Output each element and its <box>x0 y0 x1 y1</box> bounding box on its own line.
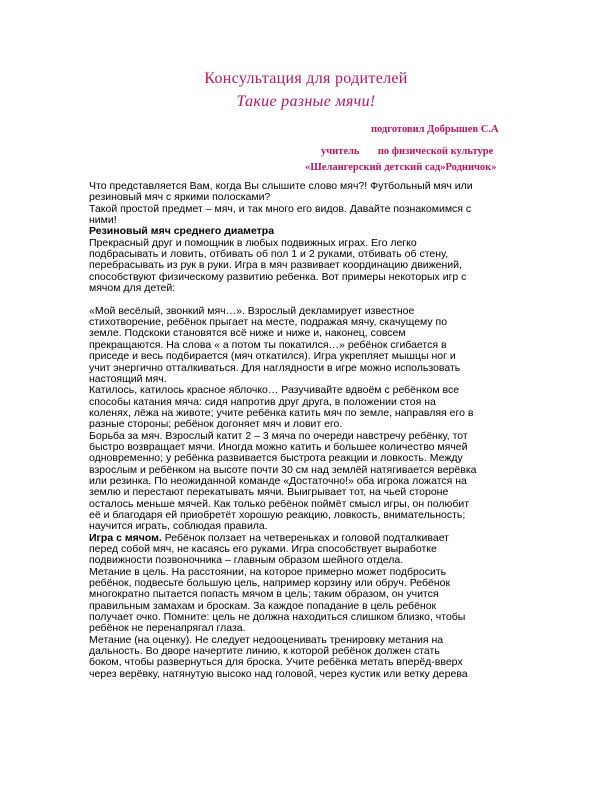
line-text: через верёвку, натянутую высоко над головой, через кустик или ветку дерева <box>89 667 468 680</box>
line-text: Такой простой предмет – мяч, и так много его видов. Давайте познакомимся с <box>89 202 472 215</box>
line-text: учит энергично отталкиваться. Для наглядности в игре можно использовать <box>89 361 461 374</box>
line-text: дальность. Во дворе начертите линию, к которой ребёнок должен стать <box>89 645 440 658</box>
line-text: земле. Подскоки становятся всё ниже и ниже и, наконец, совсем <box>89 327 406 340</box>
line-text: настоящий мяч. <box>89 372 167 385</box>
line-text: прекращаются. На слова « а потом ты покатился…» ребёнок сгибается в <box>89 338 447 351</box>
line-text: способы катания мяча: сидя напротив друг друга, в положении стоя на <box>89 395 436 408</box>
line-text: землю и перестают перекатывать мячи. Выигрывает тот, на чьей стороне <box>89 486 449 499</box>
line-text: боком, чтобы развернуться для броска. Учите ребёнка метать вперёд-вверх <box>89 656 463 669</box>
line-text: Ребёнок ползает на четвереньках и головой подталкивает <box>161 531 449 544</box>
text-line <box>89 204 529 215</box>
line-text: её и благодаря ей приобретёт хорошую реакцию, ловкость, внимательность; <box>89 508 466 521</box>
line-text: получает очко. Помните: цель не должна находиться слишком близко, чтобы <box>89 611 466 624</box>
document-title: Консультация для родителей <box>204 70 408 87</box>
line-text: быстро возвращает мячи. Иногда можно катить и большее количество мячей <box>89 440 468 453</box>
line-text: перед собой мяч, не касаясь его руками. Игра способствует выработке <box>89 543 437 555</box>
line-text: способствуют физическому развитию ребенка. Вот примеры некоторых игр с <box>89 270 467 283</box>
line-text: взрослым и ребёнком на высоте почти 30 см над землёй натягивается верёвка <box>89 463 477 476</box>
line-text: подбрасывать и ловить, отбивать об пол 1 и 2 руками, отбивать об стену, <box>89 248 449 261</box>
line-text: одновременно; у ребёнка развивается быстрота реакции и ловкость. Между <box>89 452 463 465</box>
line-text: Прекрасный друг и помощник в любых подвижных играх. Его легко <box>89 236 417 249</box>
line-text: перебрасывать из рук в руки. Игра в мяч развивает координацию движений, <box>89 259 462 272</box>
author-line: подготовил Добрышев С.А <box>371 124 499 135</box>
line-text: мячом для детей: <box>89 282 176 295</box>
line-text: «Мой весёлый, звонкий мяч…». Взрослый декламирует известное <box>89 304 415 317</box>
bold-text: Игра с мячом. <box>89 531 162 544</box>
line-text: стихотворение, ребёнок прыгает на месте, подражая мячу, скачущему по <box>89 316 448 329</box>
line-text: разные стороны; ребёнок догоняет мяч и ловит его. <box>89 418 343 431</box>
line-text: Метание (на оценку). Не следует недооценивать тренировку метания на <box>89 633 444 646</box>
line-text: Что представляется Вам, когда Вы слышите слово мяч?! Футбольный мяч или <box>89 180 473 192</box>
line-text: Борьба за мяч. Взрослый катит 2 – 3 мяча по очереди навстречу ребёнку, тот <box>89 429 468 442</box>
line-text: Метание в цель. На расстоянии, на которое примерно может подбросить <box>89 565 447 578</box>
line-text: ними! <box>89 214 117 227</box>
body-text <box>89 181 529 680</box>
bold-text: Резиновый мяч среднего диаметра <box>89 225 275 238</box>
line-text: правильным замахам и броскам. За каждое попадание в цель ребёнок <box>89 599 437 612</box>
line-text: резиновый мяч с яркими полосками? <box>89 191 271 204</box>
line-text: подвижности позвоночника – главным образом шейного отдела. <box>89 554 404 567</box>
line-text: или резинка. По неожиданной команде «Достаточно!» оба игрока ложатся на <box>89 474 467 487</box>
line-text: многократно пытается попасть мячом в цель; таким образом, он учится <box>89 588 439 601</box>
position-line: учитель по физической культуре <box>321 146 494 157</box>
line-text: научится играть, соблюдая правила. <box>89 520 268 533</box>
line-text: приседе и весь подбирается (мяч откатился). Игра укрепляет мышцы ног и <box>89 350 456 363</box>
line-text: ребёнок, подвесьте большую цель, например корзину или обруч. Ребёнок <box>89 577 451 590</box>
line-text: коленях, лёжа на животе; учите ребёнка катить мяч по земле, направляя его в <box>89 406 474 419</box>
text-line <box>89 283 529 294</box>
line-text: ребёнок не перенапрягал глаза. <box>89 622 246 635</box>
organization-line: «Шелангерский детский сад»Родничок» <box>305 162 497 173</box>
line-text: осталось меньше мячей. Как только ребёнок поймёт смысл игры, он полюбит <box>89 497 470 510</box>
line-text: Катилось, катилось красное яблочко… Разучивайте вдвоём с ребёнком все <box>89 384 460 397</box>
text-line <box>89 669 529 680</box>
document-subtitle: Такие разные мячи! <box>236 93 376 110</box>
